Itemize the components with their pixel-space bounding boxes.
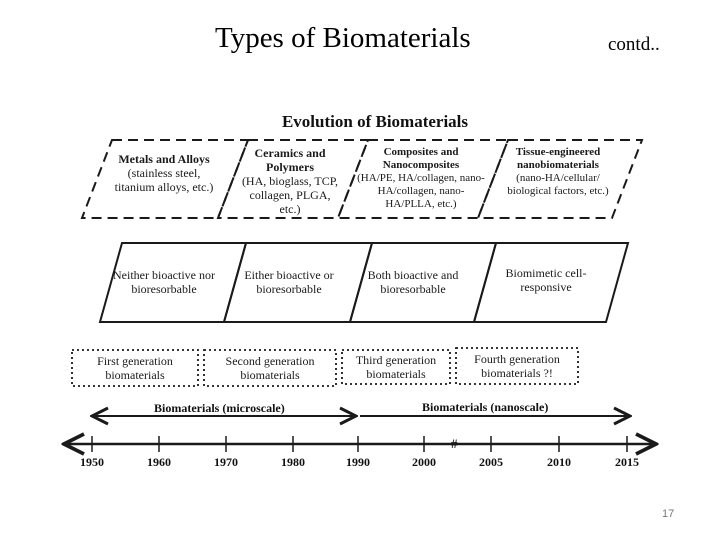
property-3: Both bioactive and bioresorbable [367,268,459,296]
year-label: 1990 [346,455,370,469]
material-tissue [500,146,616,198]
year-label: 1980 [281,455,305,469]
material-detail: (HA, bioglass, TCP, collagen, PLGA, etc.) [241,174,339,216]
material-detail: (stainless steel, titanium alloys, etc.) [114,166,214,194]
generation-2: Second generation biomaterials [225,354,315,382]
material-ceramics [238,146,342,216]
material-metals [108,152,220,194]
era-microscale-label: Biomaterials (microscale) [154,401,285,415]
material-detail: (nano-HA/cellular/ biological factors, etc.) [507,172,609,197]
material-name: Metals and Alloys [118,152,210,166]
generation-3: Third generation biomaterials [355,353,437,381]
material-name: Ceramics and Polymers [254,146,326,174]
slide-title: Types of Biomaterials [215,22,471,54]
material-name: Composites and Nanocomposites [382,146,460,171]
year-label: 2000 [412,455,436,469]
year-label: 2010 [547,455,571,469]
contd-label: contd.. [608,34,660,55]
year-label: 1950 [80,455,104,469]
figure-title: Evolution of Biomaterials [281,112,469,131]
year-label: 2005 [479,455,503,469]
material-composites [356,146,486,211]
timeline-break-mark: # [451,436,458,451]
generation-1: First generation biomaterials [97,354,173,382]
evolution-figure [0,100,720,490]
material-name: Tissue-engineered nanobiomaterials [515,146,601,171]
era-nanoscale-label: Biomaterials (nanoscale) [422,400,549,414]
material-detail: (HA/PE, HA/collagen, nano-HA/collagen, nano-HA/PLLA, etc.) [357,172,485,210]
property-2: Either bioactive or bioresorbable [244,268,334,296]
year-label: 2015 [615,455,639,469]
property-1: Neither bioactive nor bioresorbable [113,268,215,296]
year-label: 1960 [147,455,171,469]
slide-number: 17 [662,508,675,520]
year-label: 1970 [214,455,238,469]
generation-4: Fourth generation biomaterials ?! [474,352,560,380]
property-4: Biomimetic cell-responsive [505,266,587,294]
